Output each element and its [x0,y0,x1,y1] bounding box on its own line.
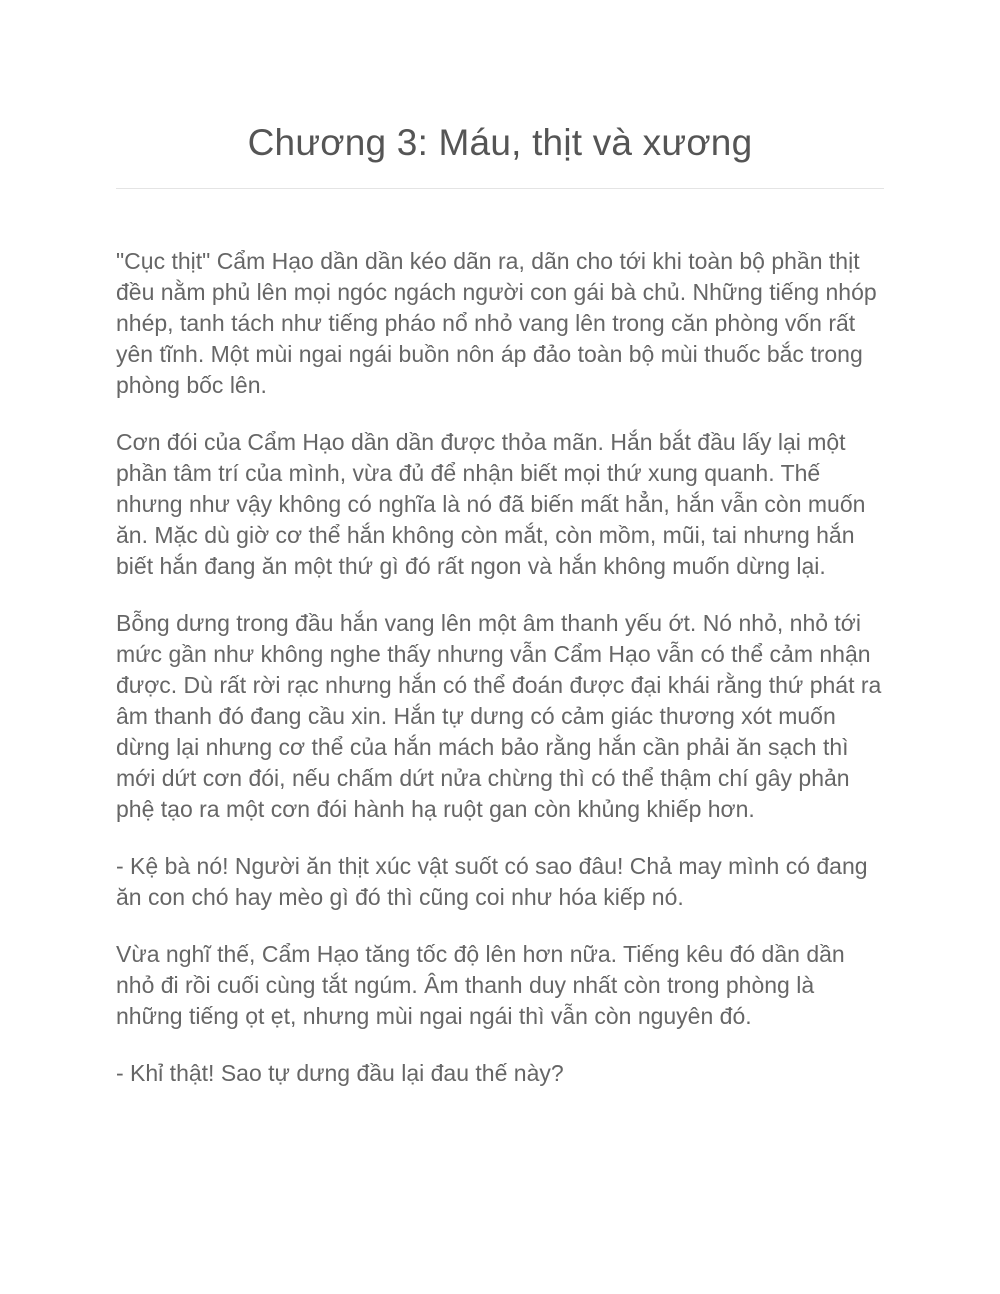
page-title: Chương 3: Máu, thịt và xương [247,122,753,163]
paragraph: "Cục thịt" Cẩm Hạo dần dần kéo dãn ra, dãn cho tới khi toàn bộ phần thịt đều nằm phủ lên mọi ngóc ngách người con gái bà chủ. Những tiếng nhóp nhép, tanh tách như tiếng pháo nổ nhỏ vang lên trong căn phòng vốn rất yên tĩnh. Một mùi ngai ngái buồn nôn áp đảo toàn bộ mùi thuốc bắc trong phòng bốc lên. [116,248,877,398]
paragraph: Cơn đói của Cẩm Hạo dần dần được thỏa mãn. Hắn bắt đầu lấy lại một phần tâm trí của mình, vừa đủ để nhận biết mọi thứ xung quanh. Thế nhưng như vậy không có nghĩa là nó đã biến mất hẳn, hắn vẫn còn muốn ăn. Mặc dù giờ cơ thể hắn không còn mắt, còn mồm, mũi, tai nhưng hắn biết hắn đang ăn một thứ gì đó rất ngon và hắn không muốn dừng lại. [116,429,866,579]
paragraph: - Kệ bà nó! Người ăn thịt xúc vật suốt có sao đâu! Chả may mình có đang ăn con chó hay mèo gì đó thì cũng coi như hóa kiếp nó. [116,853,868,910]
paragraph: Bỗng dưng trong đầu hắn vang lên một âm thanh yếu ớt. Nó nhỏ, nhỏ tới mức gần như không nghe thấy nhưng vẫn Cẩm Hạo vẫn có thể cảm nhận được. Dù rất rời rạc nhưng hắn có thể đoán được đại khái rằng thứ phát ra âm thanh đó đang cầu xin. Hắn tự dưng có cảm giác thương xót muốn dừng lại nhưng cơ thể của hắn mách bảo rằng hắn cần phải ăn sạch thì mới dứt cơn đói, nếu chấm dứt nửa chừng thì có thể thậm chí gây phản phệ tạo ra một cơn đói hành hạ ruột gan còn khủng khiếp hơn. [116,610,882,822]
chapter-body [116,189,884,1089]
paragraph: Vừa nghĩ thế, Cẩm Hạo tăng tốc độ lên hơn nữa. Tiếng kêu đó dần dần nhỏ đi rồi cuối cùng tắt ngúm. Âm thanh duy nhất còn trong phòng là những tiếng ọt ẹt, nhưng mùi ngai ngái thì vẫn còn nguyên đó. [116,941,845,1029]
paragraph: - Khỉ thật! Sao tự dưng đầu lại đau thế này? [116,1060,564,1086]
chapter-page [116,0,884,1089]
